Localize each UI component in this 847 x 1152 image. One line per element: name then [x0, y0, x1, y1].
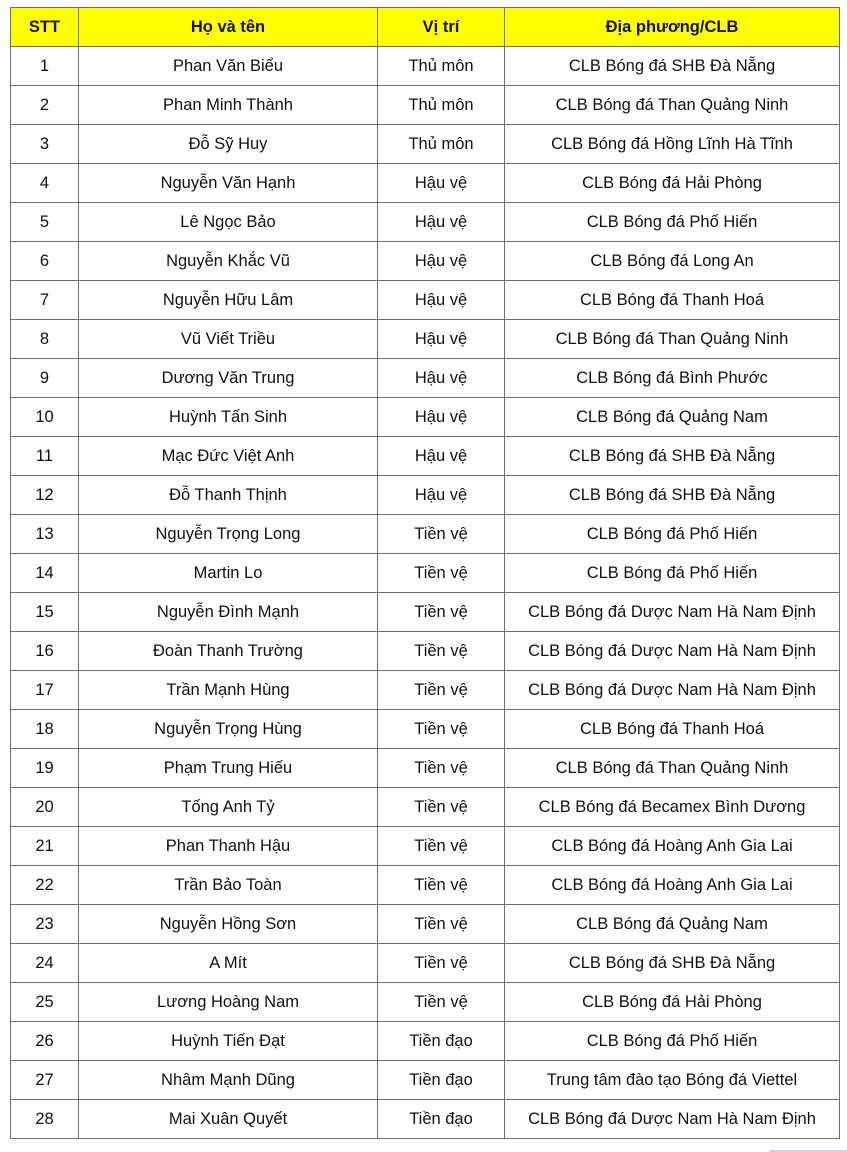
cell-position: Tiền vệ	[378, 671, 505, 710]
table-header	[11, 8, 840, 47]
cell-player-name: Huỳnh Tấn Sinh	[79, 398, 378, 437]
cell-club: CLB Bóng đá Becamex Bình Dương	[505, 788, 840, 827]
cell-player-name: Huỳnh Tiến Đạt	[79, 1022, 378, 1061]
table-row	[11, 632, 840, 671]
cell-stt: 16	[11, 632, 79, 671]
cell-club: CLB Bóng đá Than Quảng Ninh	[505, 749, 840, 788]
cell-position: Hậu vệ	[378, 476, 505, 515]
cell-stt: 14	[11, 554, 79, 593]
player-roster-table	[10, 7, 840, 1139]
cell-position: Tiền vệ	[378, 983, 505, 1022]
table-row	[11, 47, 840, 86]
cell-stt: 8	[11, 320, 79, 359]
table-row	[11, 710, 840, 749]
cell-player-name: Mạc Đức Việt Anh	[79, 437, 378, 476]
cell-player-name: Lê Ngọc Bảo	[79, 203, 378, 242]
cell-stt: 4	[11, 164, 79, 203]
header-stt: STT	[11, 8, 79, 47]
cell-player-name: Tống Anh Tỷ	[79, 788, 378, 827]
cell-player-name: Nhâm Mạnh Dũng	[79, 1061, 378, 1100]
table-row	[11, 398, 840, 437]
cell-player-name: Phan Văn Biểu	[79, 47, 378, 86]
cell-player-name: Lương Hoàng Nam	[79, 983, 378, 1022]
cell-position: Tiền đạo	[378, 1061, 505, 1100]
cell-player-name: Trần Mạnh Hùng	[79, 671, 378, 710]
cell-player-name: Dương Văn Trung	[79, 359, 378, 398]
cell-stt: 11	[11, 437, 79, 476]
table-row	[11, 827, 840, 866]
cell-position: Hậu vệ	[378, 437, 505, 476]
table-row	[11, 203, 840, 242]
cell-stt: 18	[11, 710, 79, 749]
table-row	[11, 86, 840, 125]
cell-stt: 26	[11, 1022, 79, 1061]
cell-club: CLB Bóng đá SHB Đà Nẵng	[505, 944, 840, 983]
cell-stt: 20	[11, 788, 79, 827]
table-row	[11, 437, 840, 476]
cell-player-name: Phạm Trung Hiếu	[79, 749, 378, 788]
cell-player-name: Phan Thanh Hậu	[79, 827, 378, 866]
cell-position: Thủ môn	[378, 125, 505, 164]
cell-position: Tiền vệ	[378, 788, 505, 827]
cell-stt: 19	[11, 749, 79, 788]
cell-stt: 15	[11, 593, 79, 632]
cell-stt: 2	[11, 86, 79, 125]
cell-player-name: Nguyễn Hồng Sơn	[79, 905, 378, 944]
cell-position: Hậu vệ	[378, 164, 505, 203]
cell-club: CLB Bóng đá SHB Đà Nẵng	[505, 437, 840, 476]
cell-player-name: Nguyễn Trọng Hùng	[79, 710, 378, 749]
cell-stt: 24	[11, 944, 79, 983]
cell-position: Hậu vệ	[378, 359, 505, 398]
cell-position: Tiền vệ	[378, 554, 505, 593]
cell-player-name: Mai Xuân Quyết	[79, 1100, 378, 1139]
cell-player-name: Vũ Viết Triều	[79, 320, 378, 359]
header-club: Địa phương/CLB	[505, 8, 840, 47]
cell-stt: 28	[11, 1100, 79, 1139]
cell-club: CLB Bóng đá Phố Hiến	[505, 1022, 840, 1061]
cell-stt: 27	[11, 1061, 79, 1100]
table-row	[11, 476, 840, 515]
header-row	[11, 8, 840, 47]
cell-club: CLB Bóng đá Hồng Lĩnh Hà Tĩnh	[505, 125, 840, 164]
table-row	[11, 749, 840, 788]
cell-club: CLB Bóng đá Phố Hiến	[505, 515, 840, 554]
table-row	[11, 164, 840, 203]
cell-player-name: Phan Minh Thành	[79, 86, 378, 125]
cell-club: CLB Bóng đá Hoàng Anh Gia Lai	[505, 827, 840, 866]
table-row	[11, 671, 840, 710]
table-row	[11, 242, 840, 281]
cell-club: CLB Bóng đá Than Quảng Ninh	[505, 320, 840, 359]
cell-stt: 5	[11, 203, 79, 242]
cell-position: Tiền vệ	[378, 515, 505, 554]
cell-club: CLB Bóng đá Hoàng Anh Gia Lai	[505, 866, 840, 905]
table-row	[11, 866, 840, 905]
cell-stt: 6	[11, 242, 79, 281]
cell-stt: 17	[11, 671, 79, 710]
cell-stt: 1	[11, 47, 79, 86]
cell-club: CLB Bóng đá Dược Nam Hà Nam Định	[505, 1100, 840, 1139]
cell-position: Hậu vệ	[378, 242, 505, 281]
cell-player-name: Nguyễn Khắc Vũ	[79, 242, 378, 281]
cell-position: Tiền vệ	[378, 944, 505, 983]
cell-position: Hậu vệ	[378, 398, 505, 437]
cell-player-name: A Mít	[79, 944, 378, 983]
table-row	[11, 554, 840, 593]
cell-position: Thủ môn	[378, 47, 505, 86]
cell-player-name: Nguyễn Trọng Long	[79, 515, 378, 554]
cell-position: Tiền đạo	[378, 1100, 505, 1139]
cell-player-name: Đỗ Thanh Thịnh	[79, 476, 378, 515]
cell-position: Thủ môn	[378, 86, 505, 125]
table-row	[11, 788, 840, 827]
cell-club: CLB Bóng đá Thanh Hoá	[505, 710, 840, 749]
header-position: Vị trí	[378, 8, 505, 47]
cell-player-name: Đỗ Sỹ Huy	[79, 125, 378, 164]
cell-stt: 7	[11, 281, 79, 320]
cell-position: Hậu vệ	[378, 281, 505, 320]
cell-stt: 21	[11, 827, 79, 866]
table-row	[11, 125, 840, 164]
table-row	[11, 515, 840, 554]
cell-position: Tiền vệ	[378, 866, 505, 905]
table-row	[11, 944, 840, 983]
cell-stt: 10	[11, 398, 79, 437]
cell-stt: 12	[11, 476, 79, 515]
cell-position: Tiền vệ	[378, 827, 505, 866]
cell-club: CLB Bóng đá Hải Phòng	[505, 164, 840, 203]
cell-position: Tiền vệ	[378, 749, 505, 788]
table-row	[11, 983, 840, 1022]
cell-club: CLB Bóng đá Phố Hiến	[505, 203, 840, 242]
cell-club: CLB Bóng đá Phố Hiến	[505, 554, 840, 593]
cell-club: CLB Bóng đá Than Quảng Ninh	[505, 86, 840, 125]
cell-club: CLB Bóng đá Long An	[505, 242, 840, 281]
header-name: Họ và tên	[79, 8, 378, 47]
cell-position: Tiền vệ	[378, 593, 505, 632]
cell-club: Trung tâm đào tạo Bóng đá Viettel	[505, 1061, 840, 1100]
cell-club: CLB Bóng đá Hải Phòng	[505, 983, 840, 1022]
cell-stt: 23	[11, 905, 79, 944]
cell-position: Tiền vệ	[378, 632, 505, 671]
cell-club: CLB Bóng đá Dược Nam Hà Nam Định	[505, 593, 840, 632]
cell-stt: 25	[11, 983, 79, 1022]
table-row	[11, 1061, 840, 1100]
cell-position: Hậu vệ	[378, 203, 505, 242]
cell-player-name: Martin Lo	[79, 554, 378, 593]
cell-club: CLB Bóng đá Dược Nam Hà Nam Định	[505, 671, 840, 710]
cell-player-name: Nguyễn Văn Hạnh	[79, 164, 378, 203]
table-row	[11, 359, 840, 398]
cell-club: CLB Bóng đá Bình Phước	[505, 359, 840, 398]
cell-player-name: Nguyễn Hữu Lâm	[79, 281, 378, 320]
table-row	[11, 281, 840, 320]
cell-player-name: Đoàn Thanh Trường	[79, 632, 378, 671]
cell-club: CLB Bóng đá Thanh Hoá	[505, 281, 840, 320]
cell-stt: 22	[11, 866, 79, 905]
table-body	[11, 47, 840, 1139]
cell-player-name: Trần Bảo Toàn	[79, 866, 378, 905]
table-row	[11, 320, 840, 359]
cell-club: CLB Bóng đá SHB Đà Nẵng	[505, 47, 840, 86]
cell-player-name: Nguyễn Đình Mạnh	[79, 593, 378, 632]
cell-position: Tiền đạo	[378, 1022, 505, 1061]
table-row	[11, 1022, 840, 1061]
cell-club: CLB Bóng đá Quảng Nam	[505, 905, 840, 944]
cell-position: Tiền vệ	[378, 905, 505, 944]
cell-club: CLB Bóng đá Quảng Nam	[505, 398, 840, 437]
cell-club: CLB Bóng đá SHB Đà Nẵng	[505, 476, 840, 515]
cell-stt: 3	[11, 125, 79, 164]
cell-stt: 9	[11, 359, 79, 398]
cell-position: Hậu vệ	[378, 320, 505, 359]
cell-club: CLB Bóng đá Dược Nam Hà Nam Định	[505, 632, 840, 671]
table-row	[11, 1100, 840, 1139]
cell-stt: 13	[11, 515, 79, 554]
table-row	[11, 593, 840, 632]
table-row	[11, 905, 840, 944]
cell-position: Tiền vệ	[378, 710, 505, 749]
